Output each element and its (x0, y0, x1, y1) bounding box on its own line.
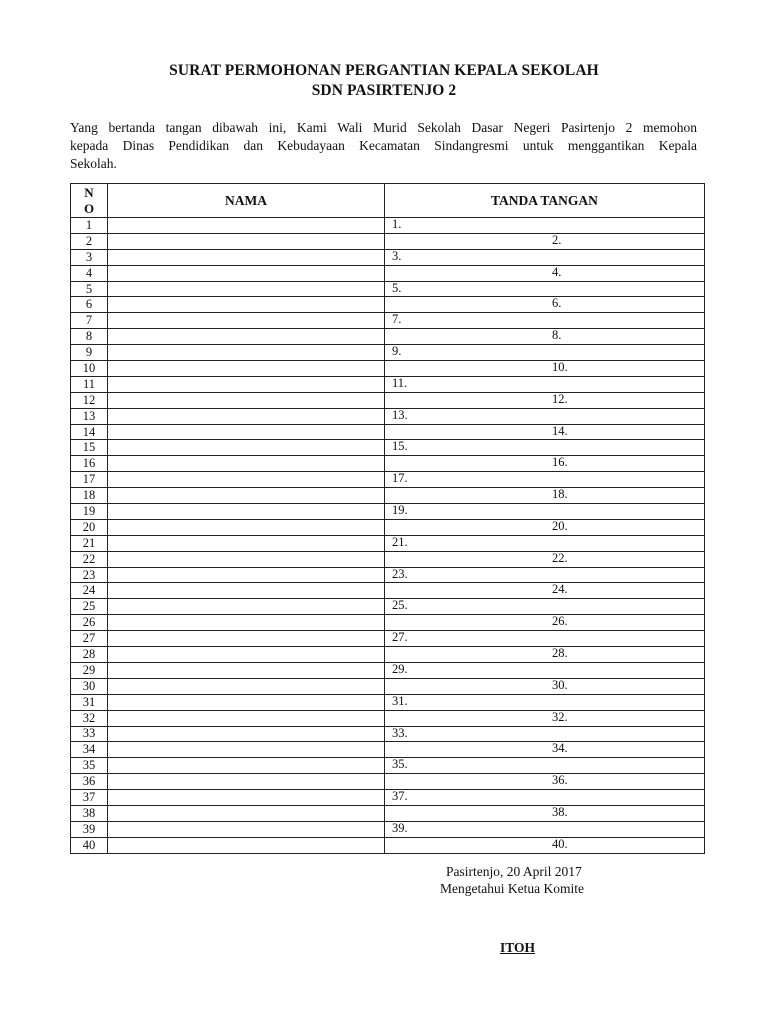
intro-line: Yang bertanda tangan dibawah ini, Kami Wali Murid Sekolah Dasar Negeri Pasirtenjo 2 memohon (70, 120, 697, 135)
signature-label: 32. (552, 709, 568, 724)
row-number: 34 (71, 742, 108, 758)
signature-field[interactable] (385, 313, 705, 329)
signature-field[interactable] (385, 345, 705, 361)
signature-field[interactable] (385, 599, 705, 615)
signature-label: 3. (392, 248, 402, 263)
name-field[interactable] (108, 519, 385, 535)
signature-label: 16. (552, 455, 568, 470)
signature-label: 17. (392, 471, 408, 486)
row-number: 6 (71, 297, 108, 313)
name-field[interactable] (108, 265, 385, 281)
table-row (71, 281, 705, 297)
row-number: 40 (71, 837, 108, 853)
table-row (71, 821, 705, 837)
name-field[interactable] (108, 440, 385, 456)
signature-field[interactable] (385, 297, 705, 313)
row-number: 16 (71, 456, 108, 472)
name-field[interactable] (108, 281, 385, 297)
signature-label: 6. (552, 296, 562, 311)
signature-field[interactable] (385, 662, 705, 678)
table-row (71, 376, 705, 392)
table-row (71, 551, 705, 567)
row-number: 24 (71, 583, 108, 599)
signature-field[interactable] (385, 837, 705, 853)
name-field[interactable] (108, 361, 385, 377)
signature-label: 7. (392, 312, 402, 327)
name-field[interactable] (108, 742, 385, 758)
signature-field[interactable] (385, 551, 705, 567)
row-number: 21 (71, 535, 108, 551)
name-field[interactable] (108, 504, 385, 520)
signature-field[interactable] (385, 424, 705, 440)
signature-label: 12. (552, 391, 568, 406)
signature-field[interactable] (385, 249, 705, 265)
signature-field[interactable] (385, 504, 705, 520)
signature-label: 5. (392, 280, 402, 295)
row-number: 7 (71, 313, 108, 329)
signature-label: 35. (392, 757, 408, 772)
signature-label: 34. (552, 741, 568, 756)
row-number: 39 (71, 821, 108, 837)
signature-label: 19. (392, 503, 408, 518)
name-field[interactable] (108, 488, 385, 504)
name-field[interactable] (108, 662, 385, 678)
signature-field[interactable] (385, 218, 705, 234)
signature-field[interactable] (385, 790, 705, 806)
signature-field[interactable] (385, 440, 705, 456)
signature-label: 1. (392, 217, 402, 231)
signature-label: 14. (552, 423, 568, 438)
name-field[interactable] (108, 615, 385, 631)
signature-label: 36. (552, 773, 568, 788)
table-row (71, 265, 705, 281)
row-number: 11 (71, 376, 108, 392)
name-field[interactable] (108, 329, 385, 345)
signature-label: 27. (392, 630, 408, 645)
signature-field[interactable] (385, 376, 705, 392)
signature-label: 22. (552, 550, 568, 565)
name-field[interactable] (108, 456, 385, 472)
table-row (71, 805, 705, 821)
row-number: 2 (71, 233, 108, 249)
table-row (71, 361, 705, 377)
table-row (71, 329, 705, 345)
signature-field[interactable] (385, 329, 705, 345)
row-number: 17 (71, 472, 108, 488)
name-field[interactable] (108, 551, 385, 567)
header-name: NAMA (108, 184, 385, 218)
row-number: 30 (71, 678, 108, 694)
row-number: 4 (71, 265, 108, 281)
signature-label: 8. (552, 328, 562, 343)
table-row (71, 615, 705, 631)
table-row (71, 345, 705, 361)
name-field[interactable] (108, 758, 385, 774)
signature-label: 21. (392, 534, 408, 549)
table-row (71, 790, 705, 806)
row-number: 29 (71, 662, 108, 678)
signature-label: 37. (392, 789, 408, 804)
name-field[interactable] (108, 821, 385, 837)
name-field[interactable] (108, 408, 385, 424)
signature-field[interactable] (385, 758, 705, 774)
signer-name: ITOH (500, 940, 536, 955)
table-row (71, 599, 705, 615)
signature-label: 40. (552, 836, 568, 851)
name-field[interactable] (108, 535, 385, 551)
name-field[interactable] (108, 774, 385, 790)
signature-field[interactable] (385, 583, 705, 599)
row-number: 8 (71, 329, 108, 345)
signature-field[interactable] (385, 821, 705, 837)
intro-paragraph (70, 119, 697, 173)
row-number: 15 (71, 440, 108, 456)
name-field[interactable] (108, 313, 385, 329)
table-row (71, 631, 705, 647)
name-field[interactable] (108, 599, 385, 615)
signature-field[interactable] (385, 472, 705, 488)
signature-field[interactable] (385, 488, 705, 504)
document-title: SURAT PERMOHONAN PERGANTIAN KEPALA SEKOLAH (169, 62, 599, 79)
signature-field[interactable] (385, 233, 705, 249)
name-field[interactable] (108, 297, 385, 313)
name-field[interactable] (108, 376, 385, 392)
table-row (71, 392, 705, 408)
signature-label: 33. (392, 725, 408, 740)
signature-field[interactable] (385, 519, 705, 535)
table-row (71, 504, 705, 520)
signature-label: 18. (552, 487, 568, 502)
school-name: SDN PASIRTENJO 2 (311, 82, 457, 99)
name-field[interactable] (108, 567, 385, 583)
name-field[interactable] (108, 345, 385, 361)
table-row (71, 583, 705, 599)
signature-field[interactable] (385, 694, 705, 710)
table-row (71, 472, 705, 488)
row-number: 18 (71, 488, 108, 504)
name-field[interactable] (108, 424, 385, 440)
table-row (71, 424, 705, 440)
signature-table (70, 183, 705, 854)
signature-label: 10. (552, 360, 568, 375)
table-row (71, 678, 705, 694)
acknowledged-by: Mengetahui Ketua Komite (440, 881, 584, 896)
table-row (71, 742, 705, 758)
signature-label: 28. (552, 646, 568, 661)
table-row (71, 662, 705, 678)
header-no-line: O (83, 200, 95, 216)
signature-field[interactable] (385, 361, 705, 377)
name-field[interactable] (108, 631, 385, 647)
signature-field[interactable] (385, 805, 705, 821)
signature-field[interactable] (385, 456, 705, 472)
row-number: 22 (71, 551, 108, 567)
name-field[interactable] (108, 805, 385, 821)
name-field[interactable] (108, 710, 385, 726)
signature-label: 39. (392, 820, 408, 835)
row-number: 27 (71, 631, 108, 647)
name-field[interactable] (108, 726, 385, 742)
signature-label: 4. (552, 264, 562, 279)
name-field[interactable] (108, 249, 385, 265)
signature-label: 23. (392, 566, 408, 581)
name-field[interactable] (108, 678, 385, 694)
table-row (71, 456, 705, 472)
name-field[interactable] (108, 583, 385, 599)
table-row (71, 313, 705, 329)
table-row (71, 218, 705, 234)
signature-field[interactable] (385, 726, 705, 742)
row-number: 33 (71, 726, 108, 742)
name-field[interactable] (108, 694, 385, 710)
row-number: 37 (71, 790, 108, 806)
signature-field[interactable] (385, 392, 705, 408)
signature-field[interactable] (385, 535, 705, 551)
signature-field[interactable] (385, 774, 705, 790)
row-number: 12 (71, 392, 108, 408)
signature-label: 13. (392, 407, 408, 422)
table-row (71, 440, 705, 456)
row-number: 32 (71, 710, 108, 726)
table-row (71, 647, 705, 663)
table-row (71, 535, 705, 551)
row-number: 31 (71, 694, 108, 710)
table-row (71, 774, 705, 790)
row-number: 36 (71, 774, 108, 790)
signature-field[interactable] (385, 678, 705, 694)
signature-label: 15. (392, 439, 408, 454)
row-number: 26 (71, 615, 108, 631)
name-field[interactable] (108, 647, 385, 663)
signature-label: 30. (552, 677, 568, 692)
signature-label: 38. (552, 804, 568, 819)
signature-label: 25. (392, 598, 408, 613)
signature-field[interactable] (385, 615, 705, 631)
row-number: 19 (71, 504, 108, 520)
name-field[interactable] (108, 472, 385, 488)
table-row (71, 408, 705, 424)
table-row (71, 519, 705, 535)
signature-field[interactable] (385, 631, 705, 647)
table-row (71, 567, 705, 583)
row-number: 38 (71, 805, 108, 821)
row-number: 20 (71, 519, 108, 535)
signature-label: 29. (392, 661, 408, 676)
row-number: 28 (71, 647, 108, 663)
row-number: 9 (71, 345, 108, 361)
table-row (71, 837, 705, 853)
table-row (71, 710, 705, 726)
table-header-row (71, 184, 705, 218)
name-field[interactable] (108, 837, 385, 853)
signature-field[interactable] (385, 710, 705, 726)
row-number: 25 (71, 599, 108, 615)
row-number: 35 (71, 758, 108, 774)
name-field[interactable] (108, 392, 385, 408)
signature-label: 31. (392, 693, 408, 708)
place-date: Pasirtenjo, 20 April 2017 (446, 864, 582, 879)
row-number: 1 (71, 218, 108, 234)
signature-label: 2. (552, 232, 562, 247)
header-no-line: N (84, 184, 94, 200)
row-number: 10 (71, 361, 108, 377)
row-number: 5 (71, 281, 108, 297)
name-field[interactable] (108, 790, 385, 806)
row-number: 13 (71, 408, 108, 424)
signature-label: 24. (552, 582, 568, 597)
table-row (71, 249, 705, 265)
row-number: 23 (71, 567, 108, 583)
signature-label: 11. (392, 375, 408, 390)
signature-label: 26. (552, 614, 568, 629)
signature-field[interactable] (385, 742, 705, 758)
signature-field[interactable] (385, 647, 705, 663)
signature-label: 9. (392, 344, 402, 359)
table-row (71, 297, 705, 313)
intro-line: kepada Dinas Pendidikan dan Kebudayaan Kecamatan Sindangresmi untuk menggantikan Kepala (70, 138, 697, 153)
table-row (71, 694, 705, 710)
signature-label: 20. (552, 518, 568, 533)
table-row (71, 758, 705, 774)
name-field[interactable] (108, 218, 385, 234)
signature-field[interactable] (385, 408, 705, 424)
row-number: 3 (71, 249, 108, 265)
header-no (71, 184, 108, 218)
signature-field[interactable] (385, 567, 705, 583)
intro-line: Sekolah. (70, 156, 117, 171)
name-field[interactable] (108, 233, 385, 249)
table-row (71, 726, 705, 742)
signature-field[interactable] (385, 265, 705, 281)
header-signature: TANDA TANGAN (385, 184, 705, 218)
table-row (71, 233, 705, 249)
signature-field[interactable] (385, 281, 705, 297)
row-number: 14 (71, 424, 108, 440)
table-row (71, 488, 705, 504)
